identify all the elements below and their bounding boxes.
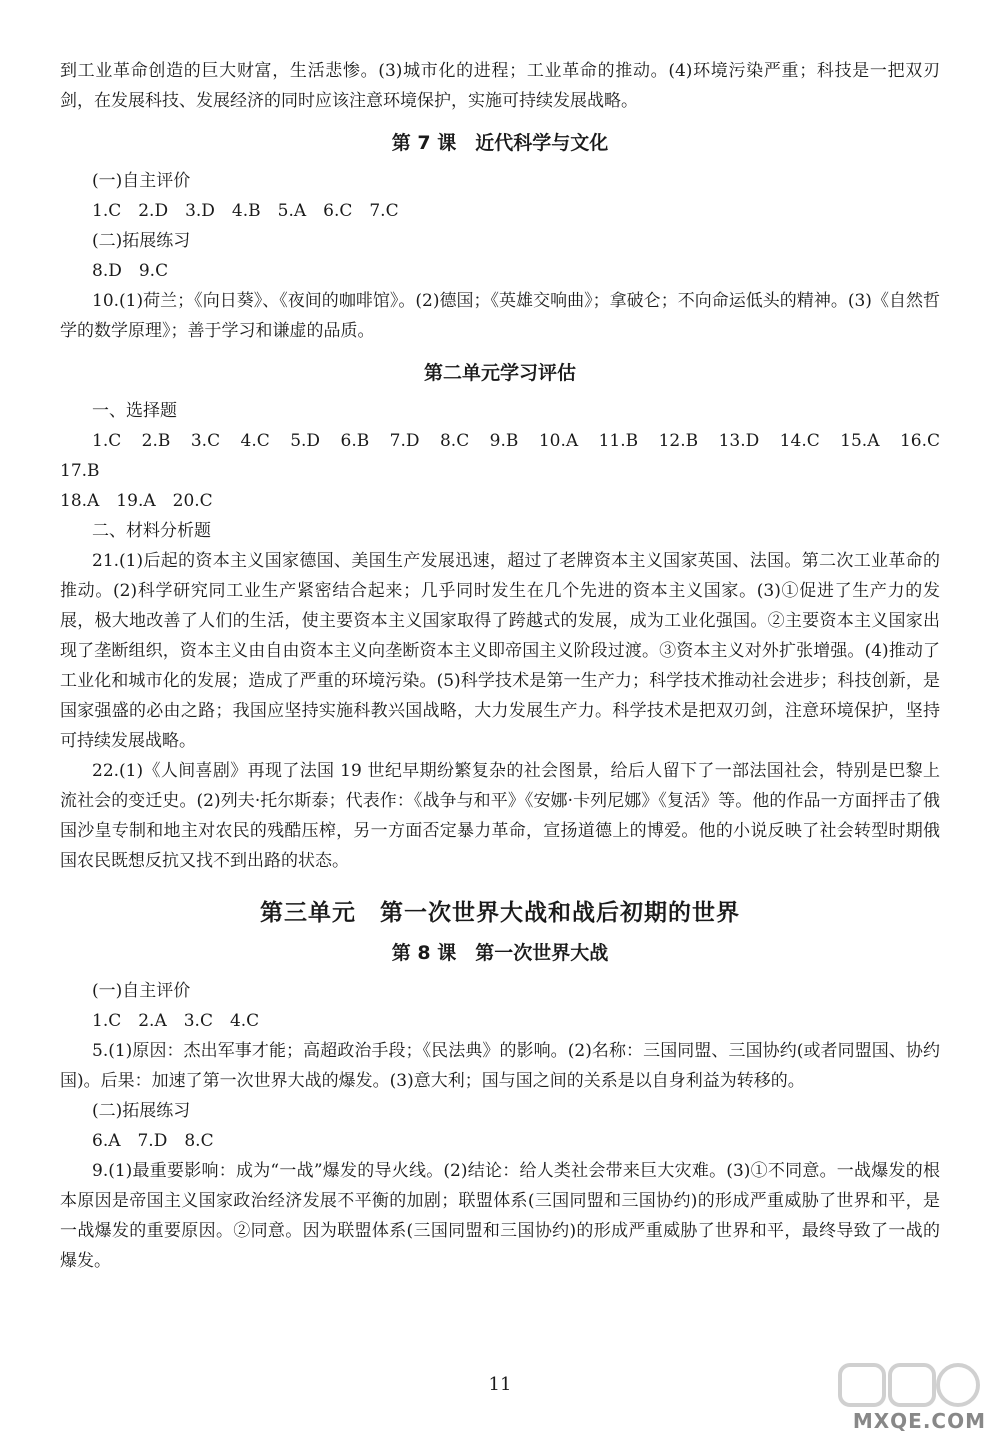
lesson7-self-eval-answers: 1.C 2.D 3.D 4.B 5.A 6.C 7.C bbox=[92, 201, 399, 221]
lesson8-title: 第 8 课 第一次世界大战 bbox=[391, 942, 609, 964]
lesson8-self-eval-label: (一)自主评价 bbox=[92, 981, 191, 1001]
lesson8-practice-label: (二)拓展练习 bbox=[92, 1101, 191, 1121]
unit2-choice-label: 一、选择题 bbox=[92, 401, 177, 421]
unit2-q22: 22.(1)《人间喜剧》再现了法国 19 世纪早期纷繁复杂的社会图景，给后人留下了一部法国社会，特别是巴黎上流社会的变迁史。(2)列夫·托尔斯泰；代表作：《战争与和平》《安娜·卡列尼娜》《复活》等。他的作品一方面抨击了俄国沙皇专制和地主对农民的残酷压榨，另一方面否定暴力革命，宣扬道德上的博爱。他的小说反映了社会转型时期俄国农民既想反抗又找不到出路的状态。 bbox=[60, 761, 940, 871]
lesson8-practice-answers: 6.A 7.D 8.C bbox=[92, 1131, 214, 1151]
lesson8-q5: 5.(1)原因：杰出军事才能；高超政治手段；《民法典》的影响。(2)名称：三国同盟、三国协约(或者同盟国、协约国)。后果：加速了第一次世界大战的爆发。(3)意大利；国与国之间的关系是以自身利益为转移的。 bbox=[60, 1041, 940, 1091]
lesson7-practice-label: (二)拓展练习 bbox=[92, 231, 191, 251]
unit2-analysis-label: 二、材料分析题 bbox=[92, 521, 211, 541]
lesson7-title: 第 7 课 近代科学与文化 bbox=[391, 132, 609, 154]
unit3-title: 第三单元 第一次世界大战和战后初期的世界 bbox=[260, 899, 740, 926]
lesson8-self-eval-answers: 1.C 2.A 3.C 4.C bbox=[92, 1011, 260, 1031]
unit2-q21: 21.(1)后起的资本主义国家德国、美国生产发展迅速，超过了老牌资本主义国家英国、法国。第二次工业革命的推动。(2)科学研究同工业生产紧密结合起来；几乎同时发生在几个先进的资本主义国家。(3)①促进了生产力的发展，极大地改善了人们的生活，使主要资本主义国家取得了跨越式的发展，成为工业化强国。②主要资本主义国家出现了垄断组织，资本主义由自由资本主义向垄断资本主义即帝国主义阶段过渡。③资本主义对外扩张增强。(4)推动了工业化和城市化的发展；造成了严重的环境污染。(5)科学技术是第一生产力；科学技术推动社会进步；科技创新，是国家强盛的必由之路；我国应坚持实施科教兴国战略，大力发展生产力。科学技术是把双刃剑，注意环境保护，坚持可持续发展战略。 bbox=[60, 551, 940, 751]
lesson7-practice-answers: 8.D 9.C bbox=[92, 261, 169, 281]
lesson8-q9: 9.(1)最重要影响：成为“一战”爆发的导火线。(2)结论：给人类社会带来巨大灾难。(3)①不同意。一战爆发的根本原因是帝国主义国家政治经济发展不平衡的加剧；联盟体系(三国同盟和三国协约)的形成严重威胁了世界和平，是一战爆发的重要原因。②同意。因为联盟体系(三国同盟和三国协约)的形成严重威胁了世界和平，最终导致了一战的爆发。 bbox=[60, 1161, 940, 1271]
unit2-choice-line1: 1.C 2.B 3.C 4.C 5.D 6.B 7.D 8.C 9.B 10.A 11.B 12.B 13.D 14.C 15.A 16.C 17.B bbox=[60, 431, 957, 481]
watermark-text: MXQE.COM bbox=[852, 1409, 986, 1433]
page-number: 11 bbox=[488, 1374, 512, 1395]
paragraph-continued: 到工业革命创造的巨大财富，生活悲惨。(3)城市化的进程；工业革命的推动。(4)环境污染严重；科技是一把双刃剑，在发展科技、发展经济的同时应该注意环境保护，实施可持续发展战略。 bbox=[60, 61, 940, 111]
lesson7-self-eval-label: (一)自主评价 bbox=[92, 171, 191, 191]
unit2-choice-line2: 18.A 19.A 20.C bbox=[60, 491, 213, 511]
lesson7-q10: 10.(1)荷兰；《向日葵》、《夜间的咖啡馆》。(2)德国；《英雄交响曲》；拿破仑；不向命运低头的精神。(3)《自然哲学的数学原理》；善于学习和谦虚的品质。 bbox=[60, 291, 940, 341]
unit2-eval-title: 第二单元学习评估 bbox=[423, 362, 576, 384]
document-page bbox=[60, 56, 957, 1276]
